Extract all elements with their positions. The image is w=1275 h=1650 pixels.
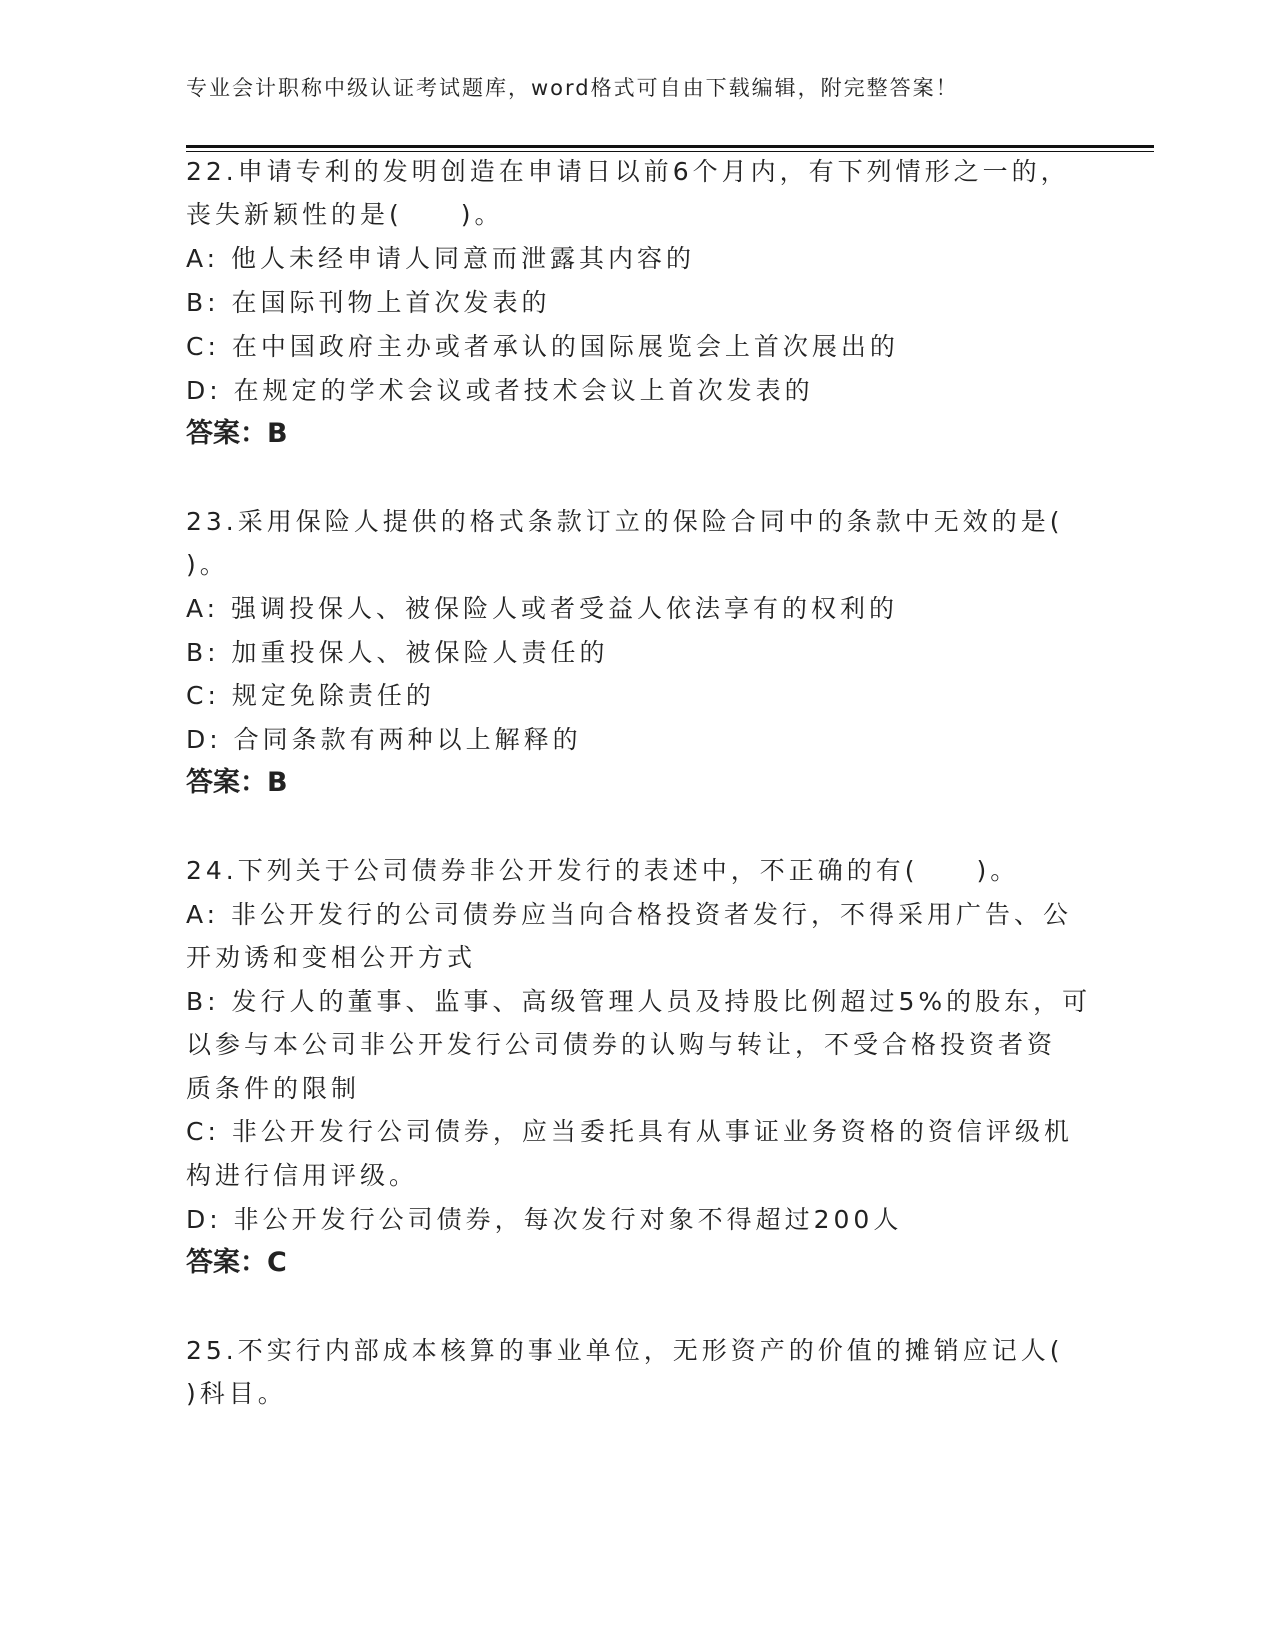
q25-stem-line-2: )科目。 xyxy=(186,1379,287,1408)
q22-stem-line-1: 22.申请专利的发明创造在申请日以前6个月内，有下列情形之一的， xyxy=(186,157,1070,186)
q23-option-d: D: 合同条款有两种以上解释的 xyxy=(186,725,582,754)
q24-option-c-line-1: C: 非公开发行公司债券，应当委托具有从事证业务资格的资信评级机 xyxy=(186,1117,1073,1146)
q22-option-d: D: 在规定的学术会议或者技术会议上首次发表的 xyxy=(186,376,814,405)
q22-option-a: A: 他人未经申请人同意而泄露其内容的 xyxy=(186,244,696,273)
q23-stem-line-1: 23.采用保险人提供的格式条款订立的保险合同中的条款中无效的是( xyxy=(186,507,1064,536)
page-header: 专业会计职称中级认证考试题库，word格式可自由下载编辑，附完整答案！ xyxy=(186,76,959,100)
q23-answer: 答案：B xyxy=(186,767,288,798)
q24-option-c-line-2: 构进行信用评级。 xyxy=(186,1161,419,1190)
q23-stem-line-2: )。 xyxy=(186,550,229,579)
header-rule-thin xyxy=(186,151,1154,152)
q24-option-b-line-2: 以参与本公司非公开发行公司债券的认购与转让，不受合格投资者资 xyxy=(186,1030,1057,1059)
q24-answer: 答案：C xyxy=(186,1247,287,1278)
q22-stem-line-2: 丧失新颖性的是( )。 xyxy=(186,200,504,229)
q24-stem: 24.下列关于公司债券非公开发行的表述中，不正确的有( )。 xyxy=(186,856,1020,885)
q25-stem-line-1: 25.不实行内部成本核算的事业单位，无形资产的价值的摊销应记人( xyxy=(186,1336,1064,1365)
q22-option-c: C: 在中国政府主办或者承认的国际展览会上首次展出的 xyxy=(186,332,899,361)
q23-option-c: C: 规定免除责任的 xyxy=(186,681,435,710)
header-rule-thick xyxy=(186,145,1154,148)
q24-option-b-line-3: 质条件的限制 xyxy=(186,1074,361,1103)
q24-option-d: D: 非公开发行公司债券，每次发行对象不得超过200人 xyxy=(186,1205,903,1234)
q23-option-b: B: 加重投保人、被保险人责任的 xyxy=(186,638,609,667)
q24-option-a-line-2: 开劝诱和变相公开方式 xyxy=(186,943,477,972)
q23-option-a: A: 强调投保人、被保险人或者受益人依法享有的权利的 xyxy=(186,594,899,623)
q24-option-b-line-1: B: 发行人的董事、监事、高级管理人员及持股比例超过5%的股东，可 xyxy=(186,987,1092,1016)
q22-option-b: B: 在国际刊物上首次发表的 xyxy=(186,288,551,317)
q24-option-a-line-1: A: 非公开发行的公司债券应当向合格投资者发行，不得采用广告、公 xyxy=(186,900,1073,929)
q22-answer: 答案：B xyxy=(186,418,288,449)
